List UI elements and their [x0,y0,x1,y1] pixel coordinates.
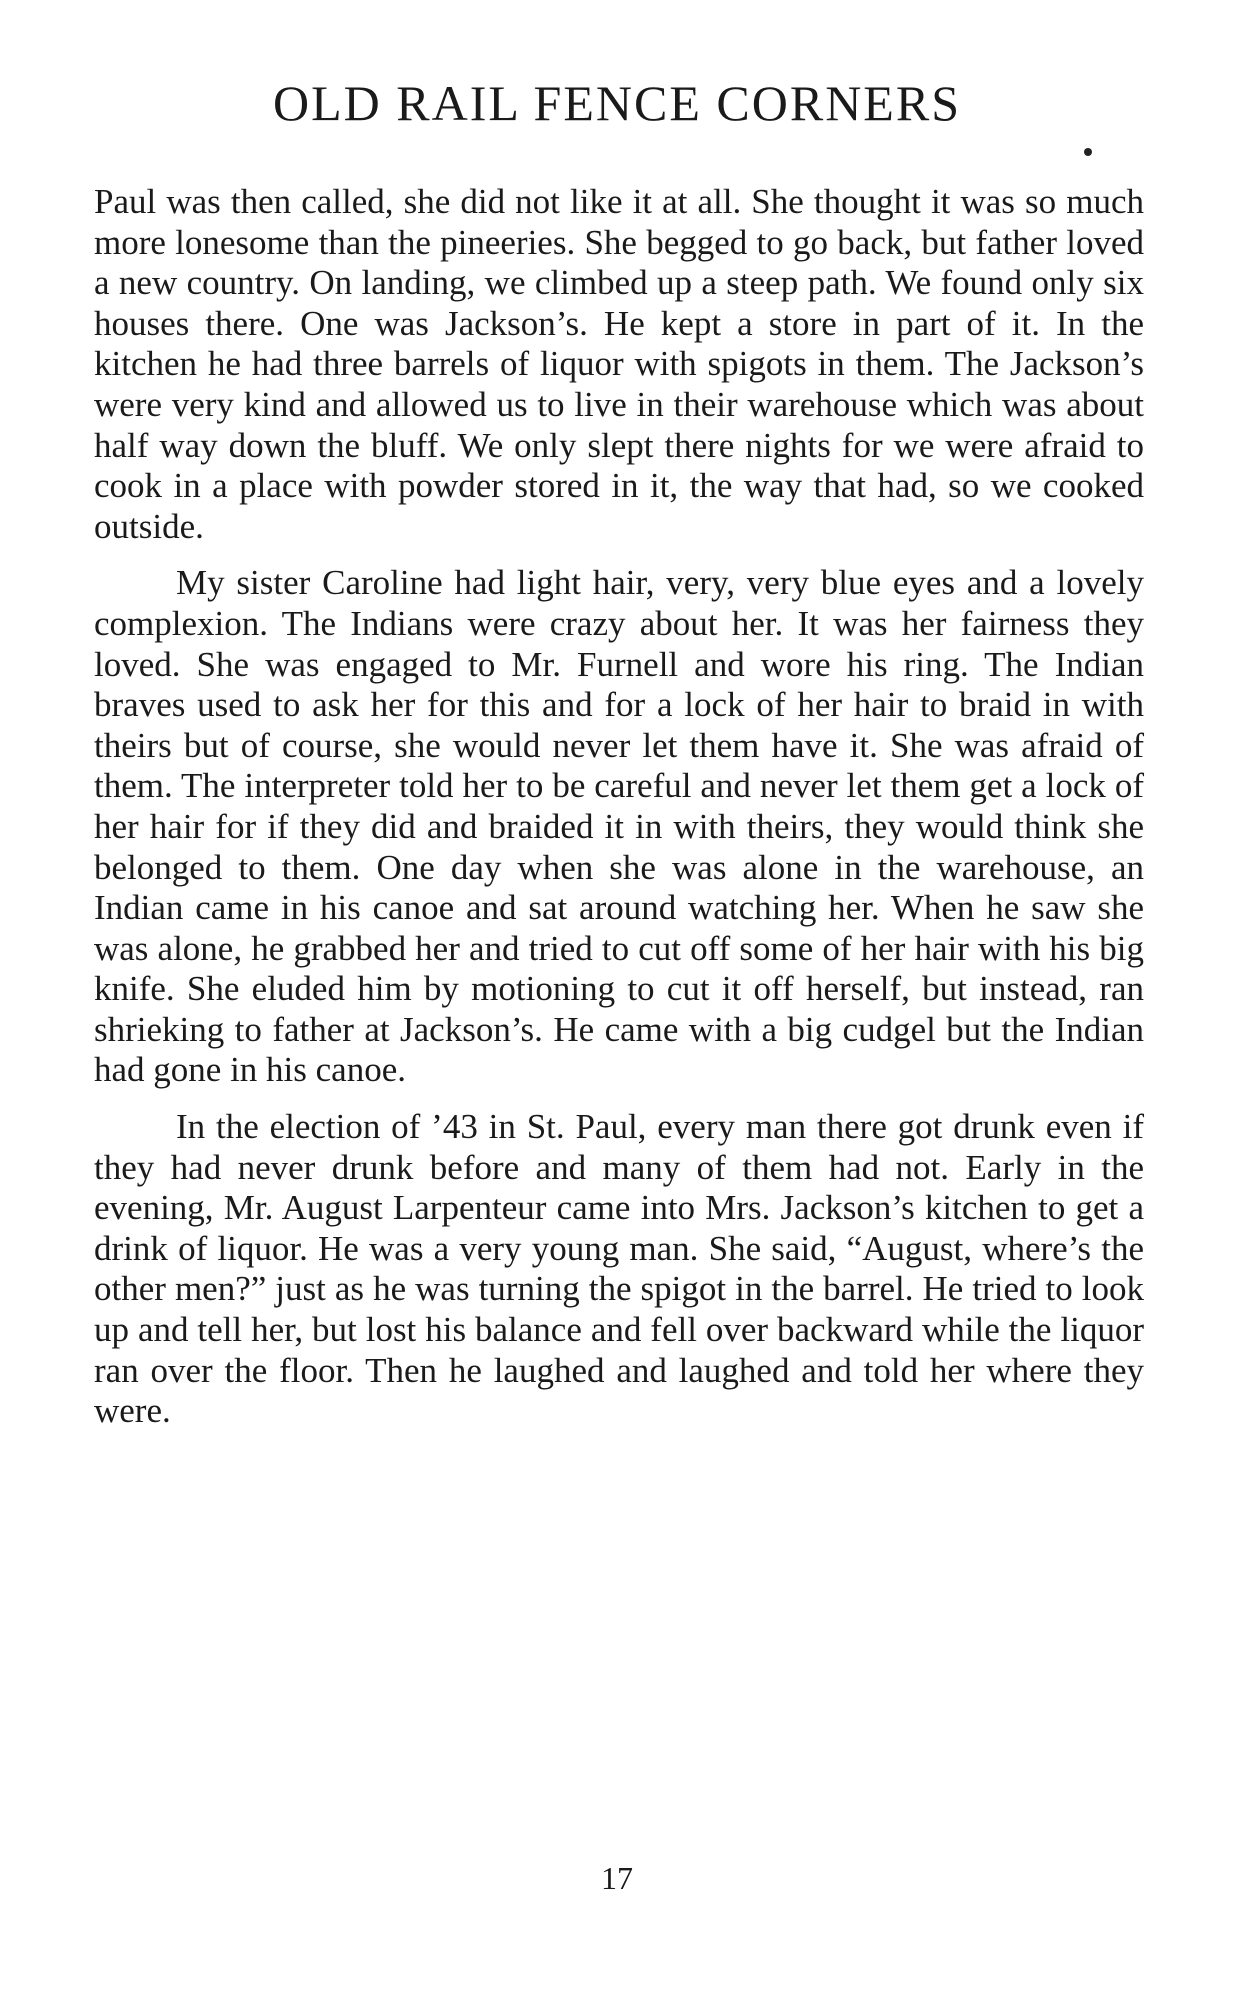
paragraph-3: In the election of ’43 in St. Paul, every man there got drunk even if they had never drunk before and many of them had not. Early in the evening, Mr. August Larpenteur came into Mrs. Jackson’s kitchen to get a drink of liquor. He was a very young man. She said, “August, where’s the other men?” just as he was turning the spigot in the barrel. He tried to look up and tell her, but lost his balance and fell over backward while the liquor ran over the floor. Then he laughed and laughed and told her where they were. [94,1107,1144,1431]
paragraph-1: Paul was then called, she did not like it at all. She thought it was so much more lonesome than the pineeries. She begged to go back, but father loved a new country. On landing, we climbed up a steep path. We found only six houses there. One was Jackson’s. He kept a store in part of it. In the kitchen he had three barrels of liquor with spigots in them. The Jackson’s were very kind and allowed us to live in their warehouse which was about half way down the bluff. We only slept there nights for we were afraid to cook in a place with powder stored in it, the way that had, so we cooked outside. [94,182,1144,546]
running-head: OLD RAIL FENCE CORNERS [272,75,962,131]
paragraph-2: My sister Caroline had light hair, very, very blue eyes and a lovely complexion. The Indians were crazy about her. It was her fairness they loved. She was engaged to Mr. Furnell and wore his ring. The Indian braves used to ask her for this and for a lock of her hair to braid in with theirs but of course, she would never let them have it. She was afraid of them. The interpreter told her to be careful and never let them get a lock of her hair for if they did and braided it in with theirs, they would think she belonged to them. One day when she was alone in the warehouse, an Indian came in his canoe and sat around watching her. When he saw she was alone, he grabbed her and tried to cut off some of her hair with his big knife. She eluded him by motioning to cut it off herself, but instead, ran shrieking to father at Jackson’s. He came with a big cudgel but the Indian had gone in his canoe. [94,563,1144,1090]
page-number: 17 [601,1860,633,1896]
printer-dot-mark [1084,148,1092,156]
body-text [94,182,1144,1432]
